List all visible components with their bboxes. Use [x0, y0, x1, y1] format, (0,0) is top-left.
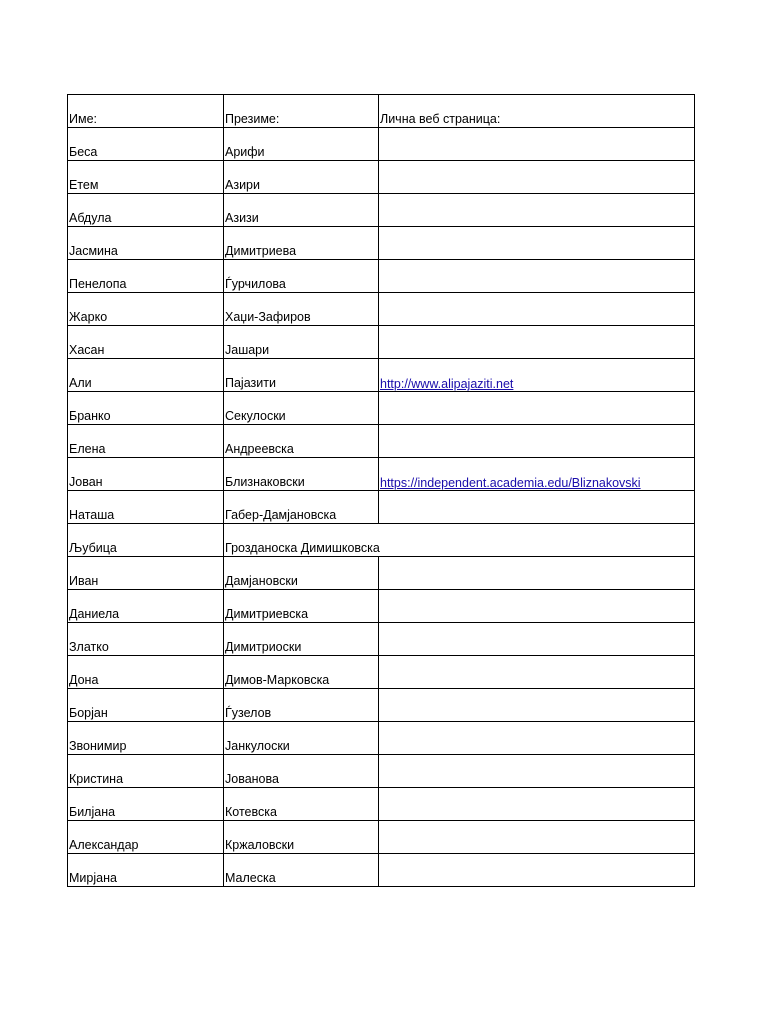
- name-text: Звонимир: [69, 739, 127, 753]
- header-surname-cell[interactable]: [224, 95, 379, 128]
- website-cell[interactable]: [379, 722, 695, 755]
- table-row: [68, 755, 695, 788]
- website-cell[interactable]: [379, 689, 695, 722]
- website-cell[interactable]: [379, 524, 695, 557]
- table-row: [68, 722, 695, 755]
- name-cell[interactable]: [68, 128, 224, 161]
- website-cell[interactable]: [379, 557, 695, 590]
- table-row: [68, 590, 695, 623]
- name-text: Јасмина: [69, 244, 118, 258]
- surname-cell[interactable]: [224, 458, 379, 491]
- name-text: Пенелопа: [69, 277, 127, 291]
- website-cell[interactable]: [379, 623, 695, 656]
- name-cell[interactable]: [68, 458, 224, 491]
- table-row: [68, 557, 695, 590]
- surname-text: Јашари: [225, 343, 270, 357]
- surname-text: Јованова: [225, 772, 279, 786]
- website-cell[interactable]: [379, 359, 695, 392]
- name-cell[interactable]: [68, 623, 224, 656]
- surname-text: Димитриевска: [225, 607, 309, 621]
- surname-text: Азири: [225, 178, 260, 192]
- name-text: Етем: [69, 178, 99, 192]
- website-cell[interactable]: [379, 755, 695, 788]
- surname-cell[interactable]: [224, 788, 379, 821]
- name-text: Љубица: [69, 541, 117, 555]
- surname-cell[interactable]: [224, 722, 379, 755]
- surname-cell[interactable]: [224, 392, 379, 425]
- table-row: [68, 293, 695, 326]
- name-text: Бранко: [69, 409, 111, 423]
- table-body: [68, 95, 695, 887]
- name-cell[interactable]: [68, 722, 224, 755]
- name-text: Билјана: [69, 805, 116, 819]
- table-row: [68, 260, 695, 293]
- website-cell[interactable]: [379, 128, 695, 161]
- header-row: [68, 95, 695, 128]
- table-row: [68, 854, 695, 887]
- surname-cell[interactable]: [224, 260, 379, 293]
- surname-text: Ѓурчилова: [225, 277, 286, 291]
- name-text: Жарко: [69, 310, 108, 324]
- surname-text: Димов-Марковска: [225, 673, 330, 687]
- table-row: [68, 392, 695, 425]
- header-name-label: Име:: [69, 112, 98, 126]
- name-text: Александар: [69, 838, 139, 852]
- website-cell[interactable]: [379, 458, 695, 491]
- name-text: Елена: [69, 442, 106, 456]
- name-text: Али: [69, 376, 92, 390]
- table-row: [68, 656, 695, 689]
- name-text: Абдула: [69, 211, 112, 225]
- surname-cell[interactable]: [224, 524, 379, 557]
- name-cell[interactable]: [68, 425, 224, 458]
- name-text: Кристина: [69, 772, 124, 786]
- name-cell[interactable]: [68, 854, 224, 887]
- name-cell[interactable]: [68, 392, 224, 425]
- website-cell[interactable]: [379, 392, 695, 425]
- name-cell[interactable]: [68, 359, 224, 392]
- name-text: Хасан: [69, 343, 105, 357]
- surname-cell[interactable]: [224, 854, 379, 887]
- surname-text: Близнаковски: [225, 475, 305, 489]
- table-row: [68, 425, 695, 458]
- surname-text: Габер-Дамјановска: [225, 508, 337, 522]
- surname-text: Малеска: [225, 871, 276, 885]
- surname-cell[interactable]: [224, 293, 379, 326]
- surname-text: Димитриева: [225, 244, 297, 258]
- name-cell[interactable]: [68, 689, 224, 722]
- surname-text: Секулоски: [225, 409, 286, 423]
- table-row: [68, 227, 695, 260]
- name-text: Даниела: [69, 607, 120, 621]
- surname-text: Кржаловски: [225, 838, 295, 852]
- name-cell[interactable]: [68, 524, 224, 557]
- name-text: Иван: [69, 574, 99, 588]
- website-cell[interactable]: [379, 425, 695, 458]
- name-text: Мирјана: [69, 871, 117, 885]
- website-cell[interactable]: [379, 161, 695, 194]
- surname-cell[interactable]: [224, 557, 379, 590]
- website-cell[interactable]: [379, 821, 695, 854]
- table-row: [68, 623, 695, 656]
- name-cell[interactable]: [68, 491, 224, 524]
- surname-cell[interactable]: [224, 590, 379, 623]
- name-text: Беса: [69, 145, 98, 159]
- table-row: [68, 491, 695, 524]
- surname-text: Арифи: [225, 145, 265, 159]
- surname-text: Андреевска: [225, 442, 294, 456]
- website-cell[interactable]: [379, 590, 695, 623]
- table-row: [68, 128, 695, 161]
- surname-cell[interactable]: [224, 194, 379, 227]
- website-cell[interactable]: [379, 326, 695, 359]
- website-cell[interactable]: [379, 788, 695, 821]
- surname-text: Азизи: [225, 211, 259, 225]
- name-cell[interactable]: [68, 227, 224, 260]
- surname-cell[interactable]: [224, 755, 379, 788]
- surname-text: Дамјановски: [225, 574, 298, 588]
- table-row: [68, 326, 695, 359]
- table-row: [68, 458, 695, 491]
- surname-text: Димитриоски: [225, 640, 302, 654]
- website-cell[interactable]: [379, 293, 695, 326]
- name-cell[interactable]: [68, 590, 224, 623]
- table-row: [68, 161, 695, 194]
- name-cell[interactable]: [68, 260, 224, 293]
- website-cell[interactable]: [379, 656, 695, 689]
- name-cell[interactable]: [68, 788, 224, 821]
- website-link[interactable]: http://www.alipajaziti.net: [380, 377, 514, 391]
- surname-cell[interactable]: [224, 227, 379, 260]
- header-name-cell[interactable]: [68, 95, 224, 128]
- header-website-cell[interactable]: [379, 95, 695, 128]
- surname-text: Грозданоска Димишковска: [225, 541, 380, 555]
- website-cell[interactable]: [379, 854, 695, 887]
- name-cell[interactable]: [68, 656, 224, 689]
- contacts-table: [67, 94, 695, 887]
- website-cell[interactable]: [379, 194, 695, 227]
- surname-cell[interactable]: [224, 326, 379, 359]
- table-row: [68, 821, 695, 854]
- name-cell[interactable]: [68, 326, 224, 359]
- name-text: Борјан: [69, 706, 108, 720]
- name-cell[interactable]: [68, 557, 224, 590]
- surname-cell[interactable]: [224, 128, 379, 161]
- website-cell[interactable]: [379, 491, 695, 524]
- surname-cell[interactable]: [224, 689, 379, 722]
- name-text: Дона: [69, 673, 99, 687]
- surname-text: Котевска: [225, 805, 277, 819]
- header-website-label: Лична веб страница:: [380, 112, 501, 126]
- surname-cell[interactable]: [224, 491, 379, 524]
- table-row: [68, 788, 695, 821]
- website-cell[interactable]: [379, 227, 695, 260]
- name-cell[interactable]: [68, 194, 224, 227]
- name-text: Наташа: [69, 508, 115, 522]
- name-cell[interactable]: [68, 293, 224, 326]
- website-cell[interactable]: [379, 260, 695, 293]
- surname-text: Јанкулоски: [225, 739, 290, 753]
- surname-cell[interactable]: [224, 359, 379, 392]
- header-surname-label: Презиме:: [225, 112, 280, 126]
- table-row: [68, 359, 695, 392]
- surname-cell[interactable]: [224, 821, 379, 854]
- name-cell[interactable]: [68, 161, 224, 194]
- surname-cell[interactable]: [224, 623, 379, 656]
- surname-cell[interactable]: [224, 425, 379, 458]
- surname-text: Хаџи-Зафиров: [225, 310, 311, 324]
- name-text: Златко: [69, 640, 109, 654]
- name-cell[interactable]: [68, 755, 224, 788]
- surname-text: Пајазити: [225, 376, 276, 390]
- website-link[interactable]: https://independent.academia.edu/Bliznakovski: [380, 476, 641, 490]
- surname-cell[interactable]: [224, 656, 379, 689]
- table-row: [68, 689, 695, 722]
- table-row: [68, 524, 695, 557]
- name-text: Јован: [69, 475, 103, 489]
- surname-cell[interactable]: [224, 161, 379, 194]
- table-row: [68, 194, 695, 227]
- name-cell[interactable]: [68, 821, 224, 854]
- surname-text: Ѓузелов: [225, 706, 272, 720]
